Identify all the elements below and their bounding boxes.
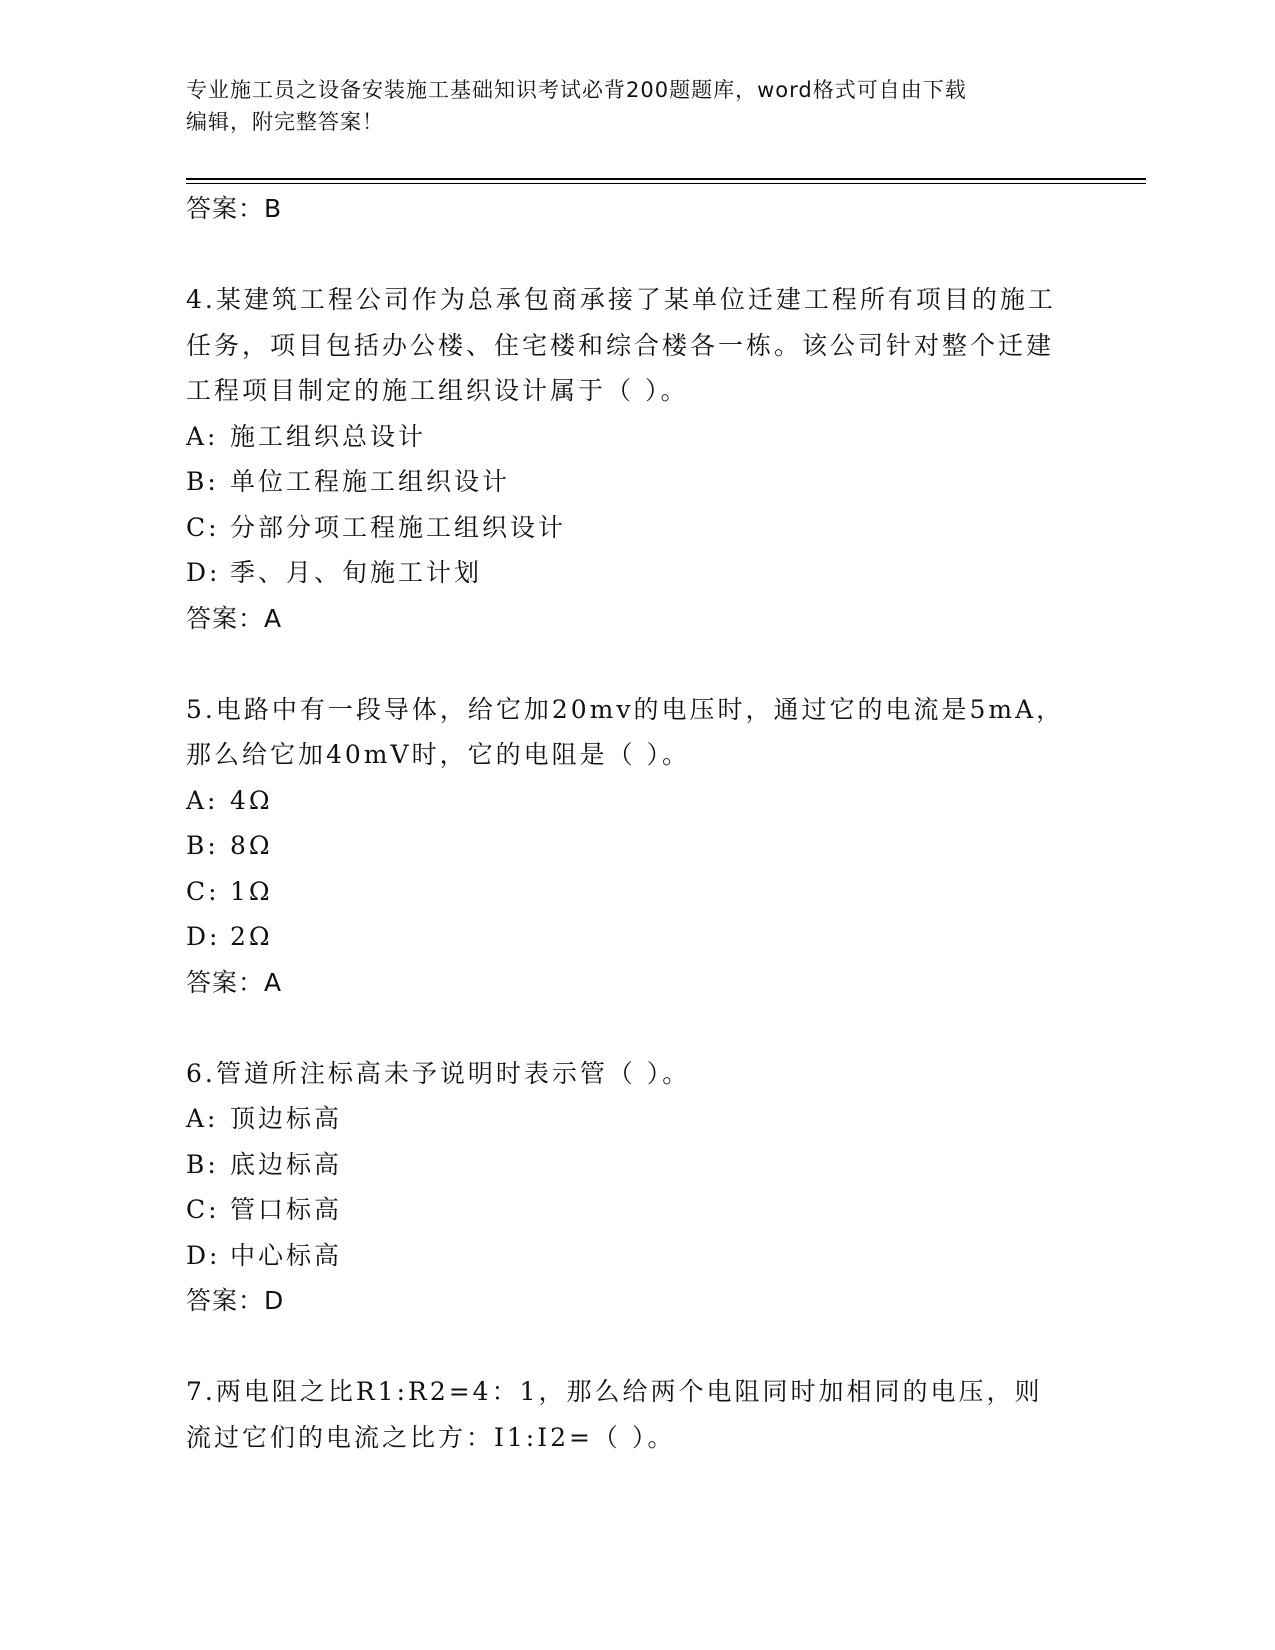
option-d	[186, 1233, 1066, 1279]
option-letter: B:	[186, 1149, 219, 1179]
option-c	[186, 505, 1066, 551]
option-letter: D:	[186, 922, 221, 951]
option-text: 分部分项工程施工组织设计	[230, 512, 567, 542]
option-c	[186, 1187, 1066, 1233]
question-stem: 7.两电阻之比R1:R2=4：1，那么给两个电阻同时加相同的电压，则流过它们的电流之比方：I1:I2=（ ）。	[186, 1377, 1043, 1452]
option-b	[186, 823, 1066, 869]
header-line-2: 编辑，附完整答案！	[186, 110, 384, 134]
answer-q6: 答案：D	[186, 1286, 285, 1315]
question-7	[186, 1369, 1066, 1460]
option-letter: B:	[186, 467, 219, 496]
option-a	[186, 778, 1066, 824]
option-letter: C:	[186, 512, 220, 542]
option-d	[186, 550, 1066, 596]
question-stem: 6.管道所注标高未予说明时表示管（ ）。	[186, 1058, 691, 1088]
question-stem: 4.某建筑工程公司作为总承包商承接了某单位迁建工程所有项目的施工任务，项目包括办公楼、住宅楼和综合楼各一栋。该公司针对整个迁建工程项目制定的施工组织设计属于（ ）。	[186, 285, 1056, 405]
header-divider-thin	[186, 183, 1146, 184]
option-letter: A:	[186, 421, 219, 451]
option-letter: B:	[186, 831, 219, 860]
answer-q3: 答案：B	[186, 194, 283, 223]
option-letter: D:	[186, 558, 221, 587]
answer-q4: 答案：A	[186, 603, 283, 633]
option-text: 1Ω	[230, 876, 273, 906]
option-text: 底边标高	[230, 1149, 343, 1179]
question-5	[186, 687, 1066, 1005]
option-letter: D:	[186, 1240, 221, 1270]
option-d	[186, 914, 1066, 960]
option-text: 顶边标高	[230, 1104, 343, 1133]
spacer	[186, 1005, 1066, 1051]
question-stem: 5.电路中有一段导体，给它加20mv的电压时，通过它的电流是5mA，那么给它加40mV时，它的电阻是（ ）。	[186, 694, 1065, 769]
option-b	[186, 1142, 1066, 1188]
question-6	[186, 1051, 1066, 1324]
option-a	[186, 414, 1066, 460]
option-letter: C:	[186, 1195, 220, 1224]
option-letter: C:	[186, 876, 220, 906]
answer-q5: 答案：A	[186, 967, 283, 997]
spacer	[186, 231, 1066, 277]
option-letter: A:	[186, 1104, 219, 1133]
option-text: 管口标高	[230, 1195, 343, 1224]
option-text: 季、月、旬施工计划	[230, 558, 483, 587]
header-line-1: 专业施工员之设备安装施工基础知识考试必背200题题库，word格式可自由下载	[186, 78, 967, 102]
option-text: 中心标高	[230, 1240, 343, 1270]
option-letter: A:	[186, 785, 219, 815]
option-text: 8Ω	[230, 831, 273, 860]
header-divider-thick	[186, 178, 1146, 180]
option-text: 4Ω	[230, 785, 273, 815]
option-text: 单位工程施工组织设计	[230, 467, 511, 496]
option-text: 施工组织总设计	[230, 421, 427, 451]
option-c	[186, 869, 1066, 915]
spacer	[186, 641, 1066, 687]
spacer	[186, 1323, 1066, 1369]
option-a	[186, 1096, 1066, 1142]
page-header	[186, 74, 1066, 138]
document-body	[186, 186, 1066, 1460]
option-text: 2Ω	[230, 922, 273, 951]
option-b	[186, 459, 1066, 505]
question-4	[186, 277, 1066, 641]
